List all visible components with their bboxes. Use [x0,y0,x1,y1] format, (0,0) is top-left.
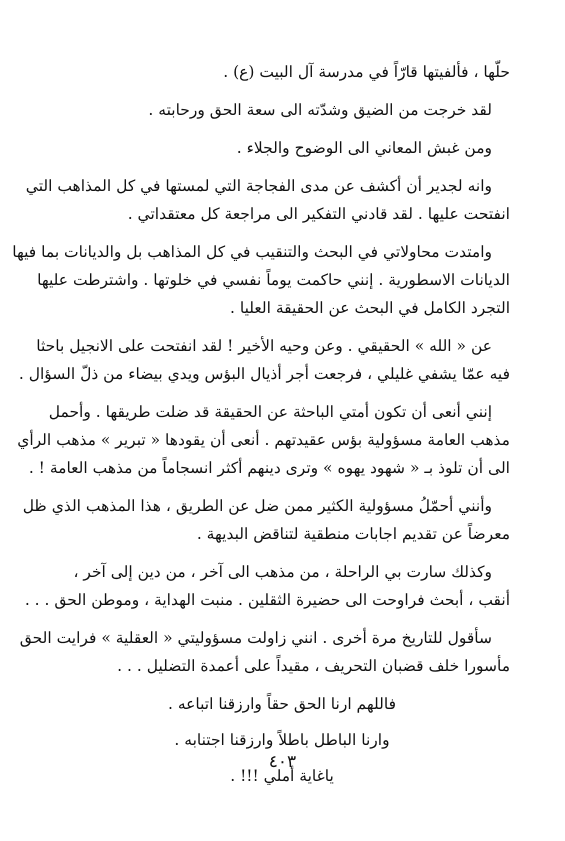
page-number: ٤٠٣ [268,752,297,772]
text-line: الى أن تلوذ بـ « شهود يهوه » وترى دينهم أكثر انسجاماً من مذهب العامة ! . [28,459,510,477]
text-line: لقد خرجت من الضيق وشدّته الى سعة الحق ورحابته . [148,101,492,119]
closing-prayer [54,690,510,790]
paragraph [22,492,510,548]
text-line: إنني أنعى أن تكون أمتي الباحثة عن الحقيقة قد ضلت طريقها . وأحمل [48,403,492,421]
text-line: وأنني أحمّلُ مسؤولية الكثير ممن ضل عن الطريق ، هذا المذهب الذي ظل [22,497,492,515]
closing-line: فاللهم ارنا الحق حقاً وارزقنا اتباعه . [167,695,397,713]
text-line: عن « الله » الحقيقي . وعن وحيه الأخير ! لقد انفتحت على الانجيل باحثا [36,337,492,355]
text-line: معرضاً عن تقديم اجابات منطقية لتناقض البديهة . [196,525,510,543]
paragraph [54,134,510,162]
paragraph [54,58,510,86]
text-line: التجرد الكامل في البحث عن الحقيقة العليا . [230,299,510,317]
closing-line: وارنا الباطل باطلاً وارزقنا اجتنابه . [174,731,390,749]
text-line: الديانات الاسطورية . إنني حاكمت يوماً نفسي في خلوتها . واشترطت عليها [37,271,510,289]
text-line: أنقب ، أبحث فراوحت الى حضيرة الثقلين . منبت الهداية ، وموطن الحق . . . [24,591,510,609]
paragraph [24,558,510,614]
paragraph [54,96,510,124]
closing-line: ياغاية أملي !!! . [230,767,334,785]
text-line: فيه عمّا يشفي غليلي ، فرجعت أجر أذيال البؤس ويدي بيضاء من ذلّ السؤال . [18,365,510,383]
text-line: وانه لجدير أن أكشف عن مدى الفجاجة التي لمستها في كل المذاهب التي [25,177,492,195]
text-line: وكذلك سارت بي الراحلة ، من مذهب الى آخر ، من دين إلى آخر ، [73,563,492,581]
text-line: ومن غبش المعاني الى الوضوح والجلاء . [236,139,492,157]
text-line: انفتحت عليها . لقد قادني التفكير الى مراجعة كل معتقداتي . [127,205,510,223]
text-line: مذهب العامة مسؤولية بؤس عقيدتهم . أنعى أن يقودها « تبرير » مذهب الرأي [17,431,510,449]
paragraph [25,172,510,228]
text-line: حلّها ، فألفيتها قارّاً في مدرسة آل البيت (ع) . [223,63,510,81]
text-line: مأسورا خلف قضبان التحريف ، مقيداً على أعمدة التضليل . . . [117,657,510,675]
paragraph [19,624,510,680]
paragraph [12,238,510,322]
text-line: وامتدت محاولاتي في البحث والتنقيب في كل المذاهب بل والديانات بما فيها [12,243,492,261]
paragraph [18,332,510,388]
paragraph [17,398,510,482]
page-body [12,58,510,798]
text-line: سأقول للتاريخ مرة أخرى . انني زاولت مسؤوليتي « العقلية » فرايت الحق [19,629,492,647]
